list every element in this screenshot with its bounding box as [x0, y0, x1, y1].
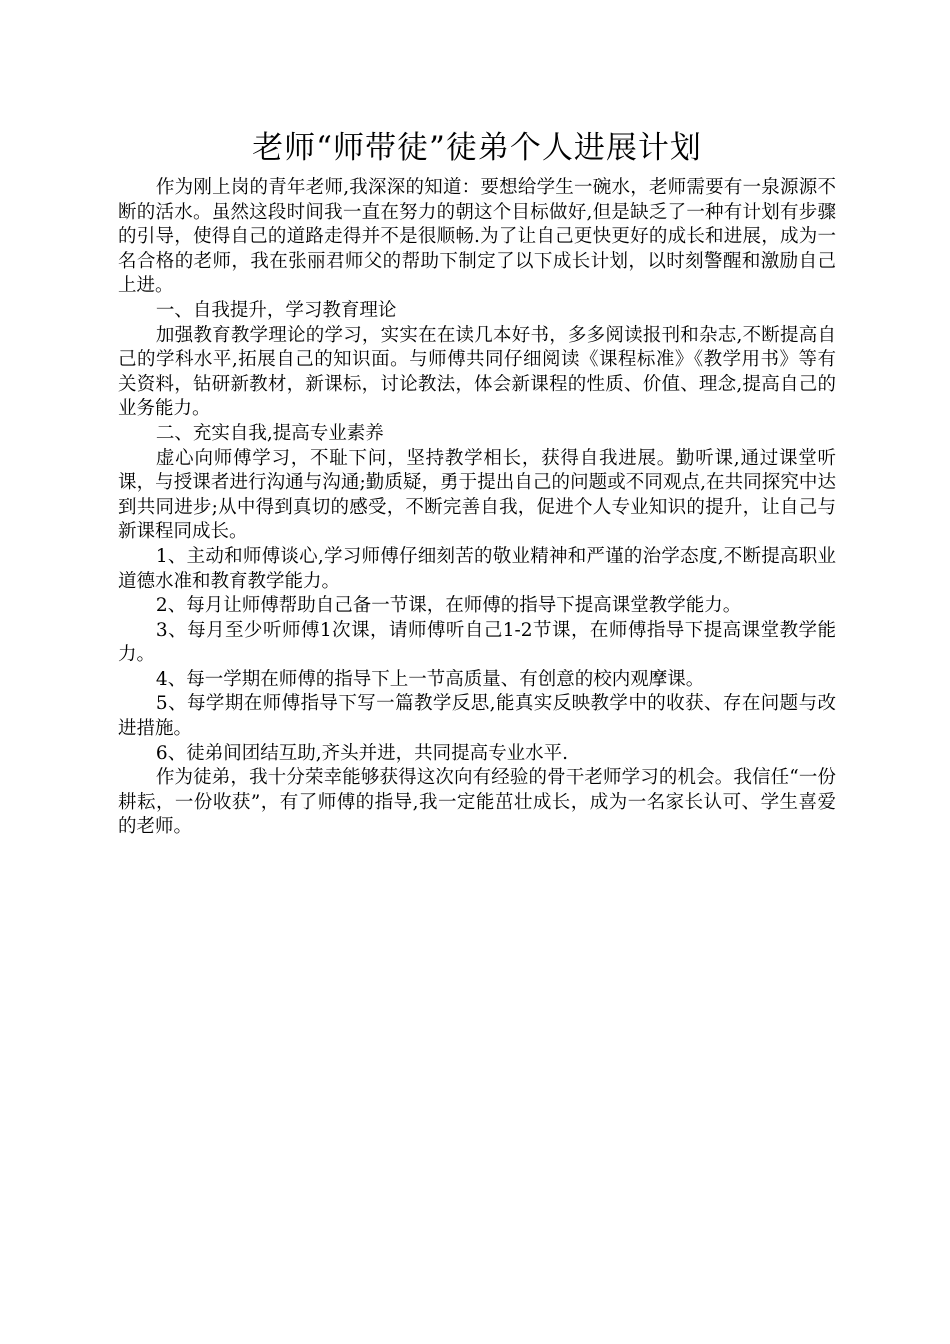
section-heading-1: 一、自我提升，学习教育理论: [155, 299, 397, 321]
section-heading-2: 二、充实自我,提高专业素养: [155, 422, 384, 444]
plan-item-5: 5、每学期在师傅指导下写一篇教学反思,能真实反映教学中的收获、存在问题与改进措施。: [118, 693, 836, 740]
document-page: [118, 128, 836, 840]
plan-item-1: 1、主动和师傅谈心,学习师傅仔细刻苦的敬业精神和严谨的治学态度,不断提高职业道德水准和教育教学能力。: [118, 545, 836, 592]
document-title: 老师“师带徒”徒弟个人进展计划: [252, 130, 702, 166]
section-2-paragraph: 虚心向师傅学习，不耻下问，坚持教学相长，获得自我进展。勤听课,通过课堂听课，与授课者进行沟通与沟通;勤质疑，勇于提出自己的问题或不同观点,在共同探究中达到共同进步;从中得到真切的感受，不断完善自我，促进个人专业知识的提升，让自己与新课程同成长。: [118, 447, 836, 543]
plan-item-2: 2、每月让师傅帮助自己备一节课，在师傅的指导下提高课堂教学能力。: [155, 595, 742, 617]
closing-paragraph: 作为徒弟，我十分荣幸能够获得这次向有经验的骨干老师学习的机会。我信任“一份耕耘，一份收获”，有了师傅的指导,我一定能茁壮成长，成为一名家长认可、学生喜爱的老师。: [118, 767, 836, 838]
plan-item-6: 6、徒弟间团结互助,齐头并进，共同提高专业水平.: [155, 742, 568, 764]
plan-item-4: 4、每一学期在师傅的指导下上一节高质量、有创意的校内观摩课。: [155, 668, 705, 690]
plan-item-3: 3、每月至少听师傅1次课，请师傅听自己1-2节课，在师傅指导下提高课堂教学能力。: [118, 619, 836, 666]
document-body: [118, 176, 836, 840]
section-1-paragraph: 加强教育教学理论的学习，实实在在读几本好书，多多阅读报刊和杂志,不断提高自己的学科水平,拓展自己的知识面。与师傅共同仔细阅读《课程标准》《教学用书》等有关资料，钻研新教材，新课标，讨论教法，体会新课程的性质、价值、理念,提高自己的业务能力。: [118, 324, 836, 420]
intro-paragraph: 作为刚上岗的青年老师,我深深的知道：要想给学生一碗水，老师需要有一泉源源不断的活水。虽然这段时间我一直在努力的朝这个目标做好,但是缺乏了一种有计划有步骤的引导，使得自己的道路走得并不是很顺畅.为了让自己更快更好的成长和进展，成为一名合格的老师，我在张丽君师父的帮助下制定了以下成长计划，以时刻警醒和激励自己上进。: [118, 177, 836, 297]
